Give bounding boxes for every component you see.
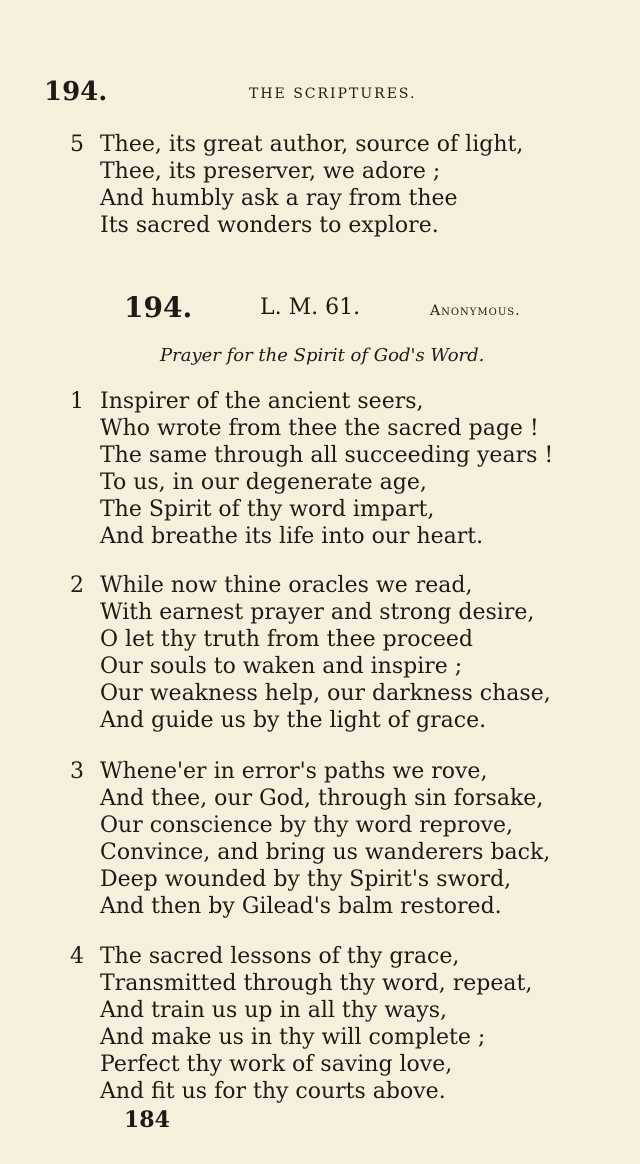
verse-line: Deep wounded by thy Spirit's sword, xyxy=(100,867,512,892)
verse-line: O let thy truth from thee proceed xyxy=(100,627,473,652)
verse-line: The Spirit of thy word impart, xyxy=(100,497,435,522)
hymn-heading xyxy=(124,292,560,326)
hymn-author: Anonymous. xyxy=(430,303,521,319)
running-head: THE SCRIPTURES. xyxy=(249,86,417,102)
prior-verse xyxy=(70,131,523,239)
verse-line: The sacred lessons of thy grace, xyxy=(100,944,460,969)
verse-line: Our souls to waken and inspire ; xyxy=(100,654,463,679)
verse-number: 5 xyxy=(70,132,84,157)
verse-line: Our conscience by thy word reprove, xyxy=(100,813,514,838)
verse-line: And humbly ask a ray from thee xyxy=(100,186,458,211)
verse-line: To us, in our degenerate age, xyxy=(100,470,427,495)
verse-line: And thee, our God, through sin forsake, xyxy=(100,786,544,811)
verse-line: And fit us for thy courts above. xyxy=(100,1079,446,1104)
verse-line: And breathe its life into our heart. xyxy=(100,524,484,549)
verse-4 xyxy=(70,943,532,1105)
verse-2 xyxy=(70,572,551,734)
header-page-number: 194. xyxy=(44,77,108,107)
verse-number: 4 xyxy=(70,944,84,969)
verse-line: While now thine oracles we read, xyxy=(100,573,473,598)
verse-line: Transmitted through thy word, repeat, xyxy=(100,971,533,996)
verse-line: Thee, its preserver, we adore ; xyxy=(100,159,441,184)
hymn-number: 194. xyxy=(124,291,193,324)
footer-page-number: 184 xyxy=(124,1107,170,1133)
verse-line: Thee, its great author, source of light, xyxy=(100,132,524,157)
verse-line: Who wrote from thee the sacred page ! xyxy=(100,416,539,441)
verse-number: 3 xyxy=(70,759,84,784)
hymn-title: Prayer for the Spirit of God's Word. xyxy=(160,345,485,366)
verse-line: Inspirer of the ancient seers, xyxy=(100,389,424,414)
verse-line: Whene'er in error's paths we rove, xyxy=(100,759,488,784)
verse-line: Convince, and bring us wanderers back, xyxy=(100,840,551,865)
verse-line: And then by Gilead's balm restored. xyxy=(100,894,502,919)
verse-line: The same through all succeeding years ! xyxy=(100,443,554,468)
verse-line: Perfect thy work of saving love, xyxy=(100,1052,453,1077)
verse-1 xyxy=(70,388,553,550)
verse-line: With earnest prayer and strong desire, xyxy=(100,600,535,625)
page-header xyxy=(44,78,596,106)
verse-line: Our weakness help, our darkness chase, xyxy=(100,681,551,706)
verse-number: 2 xyxy=(70,573,84,598)
hymn-meter: L. M. 61. xyxy=(260,295,361,320)
verse-number: 1 xyxy=(70,389,84,414)
verse-3 xyxy=(70,758,550,920)
verse-line: And train us up in all thy ways, xyxy=(100,998,447,1023)
verse-line: Its sacred wonders to explore. xyxy=(100,213,439,238)
verse-line: And make us in thy will complete ; xyxy=(100,1025,486,1050)
verse-line: And guide us by the light of grace. xyxy=(100,708,487,733)
